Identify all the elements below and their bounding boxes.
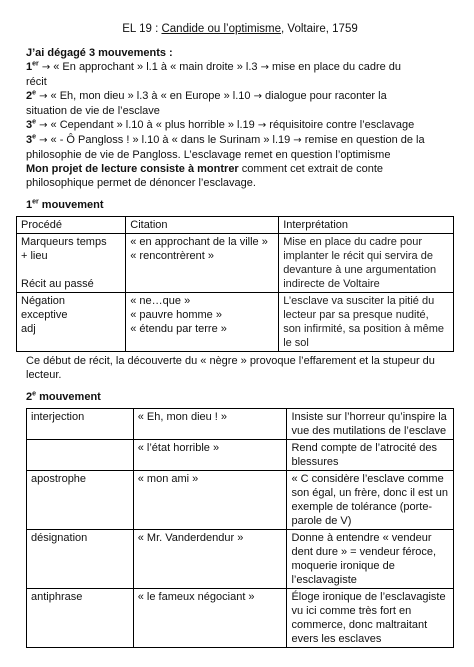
movement-3b-continued: philosophie de vie de Pangloss. L’esclavage remet en question l’optimisme (26, 149, 391, 161)
cell-interpretation: L’esclave va susciter la pitié du lecteur par sa presque nudité, son infirmité, sa position à même le sol (279, 293, 454, 352)
cell-citation: « en approchant de la ville » « rencontrèrent » (126, 234, 279, 293)
right-arrow-icon: → (257, 120, 267, 131)
header-citation: Citation (126, 217, 279, 234)
cell-interpretation: Mise en place du cadre pour implanter le récit qui servira de devanture à une argumentation indirecte de Voltaire (279, 234, 454, 293)
table-row (17, 293, 454, 352)
cell-citation: « mon ami » (133, 471, 287, 530)
movement-1-table (16, 216, 454, 352)
right-arrow-icon: → (39, 91, 48, 102)
table-header-row (17, 217, 454, 234)
cell-interpretation: « C considère l’esclave comme son égal, un frère, donc il est un exemple de tolérance (porte-parole de V) (287, 471, 454, 530)
title-work: Candide ou l’optimisme (161, 23, 282, 35)
movement-3a-line: 3e → « Cependant » l.10 à « plus horrible » l.19 → réquisitoire contre l’esclavage (26, 118, 415, 131)
table-row (17, 234, 454, 293)
cell-interpretation: Éloge ironique de l’esclavagiste vu ici comme très fort en commerce, donc maltraitant evers les esclaves (287, 589, 454, 648)
right-arrow-icon: → (39, 135, 48, 146)
cell-citation: « le fameux négociant » (133, 589, 287, 648)
cell-citation: « Mr. Vanderdendur » (133, 530, 287, 589)
movement-2-continued: situation de vie de l’esclave (26, 105, 160, 117)
right-arrow-icon: → (39, 120, 48, 131)
cell-procede: Négation exceptive adj (17, 293, 126, 352)
cell-interpretation: Insiste sur l’horreur qu’inspire la vue des mutilations de l’esclave (287, 409, 454, 440)
reading-project-line: Mon projet de lecture consiste à montrer comment cet extrait de conte (26, 163, 384, 175)
table-row (27, 440, 454, 471)
cell-procede (27, 440, 134, 471)
movement-1-conclusion: Ce début de récit, la découverte du « nègre » provoque l’effarement et la stupeur du lecteur. (26, 355, 435, 381)
right-arrow-icon: → (293, 135, 302, 146)
header-interpretation: Interprétation (279, 217, 454, 234)
cell-citation: « ne…que » « pauvre homme » « étendu par terre » (126, 293, 279, 352)
movement-1-line: 1er → « En approchant » l.1 à « main droite » l.3 → mise en place du cadre du (26, 60, 402, 73)
header-procede: Procédé (17, 217, 126, 234)
cell-citation: « Eh, mon dieu ! » (133, 409, 287, 440)
right-arrow-icon: → (41, 62, 51, 73)
movement-2-table (26, 408, 454, 648)
cell-procede: désignation (27, 530, 134, 589)
cell-procede: Marqueurs temps + lieu Récit au passé (17, 234, 126, 293)
intro-section (26, 46, 454, 190)
cell-citation: « l’état horrible » (133, 440, 287, 471)
movement-3b-line: 3e → « - Ô Pangloss ! » l.10 à « dans le Surinam » l.19 → remise en question de la (26, 133, 425, 146)
title-prefix: EL 19 : (122, 23, 162, 35)
table-row (27, 530, 454, 589)
cell-procede: apostrophe (27, 471, 134, 530)
table-row (27, 409, 454, 440)
movement-2-heading: 2e mouvement (26, 390, 101, 403)
cell-interpretation: Donne à entendre « vendeur dent dure » = vendeur féroce, moquerie ironique de l’esclavagiste (287, 530, 454, 589)
document-title (26, 22, 454, 36)
movement-1-continued: récit (26, 76, 47, 88)
intro-heading: J’ai dégagé 3 mouvements : (26, 47, 173, 59)
movement-1-heading: 1er mouvement (26, 198, 104, 211)
cell-procede: antiphrase (27, 589, 134, 648)
movement-2-line: 2e → « Eh, mon dieu » l.3 à « en Europe » l.10 → dialogue pour raconter la (26, 89, 387, 102)
cell-procede: interjection (27, 409, 134, 440)
title-suffix: , Voltaire, 1759 (281, 23, 358, 35)
table-row (27, 589, 454, 648)
table-row (27, 471, 454, 530)
cell-interpretation: Rend compte de l’atrocité des blessures (287, 440, 454, 471)
reading-project-continued: philosophique permet de dénoncer l’esclavage. (26, 177, 256, 189)
right-arrow-icon: → (253, 91, 262, 102)
right-arrow-icon: → (260, 62, 269, 73)
